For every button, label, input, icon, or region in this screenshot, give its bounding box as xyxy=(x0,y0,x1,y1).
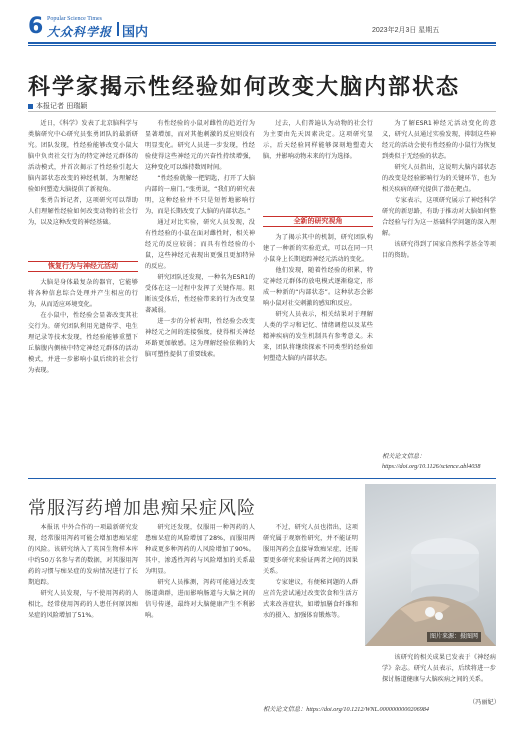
article-1-column-1b xyxy=(28,277,138,472)
article-1-source: 相关论文信息：https://doi.org/10.1126/science.abl4038 xyxy=(382,453,481,470)
article-1-column-2 xyxy=(145,118,255,473)
article-2-column-2 xyxy=(145,522,255,712)
paragraph: 张勇告诉记者，这项研究可以帮助人们理解性经验如何改变动物的社会行为，以及这种改变的神经基础。 xyxy=(28,197,138,226)
paragraph: 不过，研究人员也指出，这项研究属于观察性研究，并不能证明服用泻药会直接导致痴呆症，还需要更多研究来验证两者之间的因果关系。 xyxy=(263,524,358,575)
paragraph: 该研究得到了国家自然科学基金等项目的资助。 xyxy=(382,241,496,259)
issue-date: 2023年2月3日 星期五 xyxy=(372,27,440,34)
article-1-column-1 xyxy=(28,118,138,256)
paragraph: 通过对比实验，研究人员发现，没有性经验的小鼠在面对雌性时，相关神经元的反应较弱；而具有性经验的小鼠，这些神经元表现出更强且更加特异的反应。 xyxy=(145,219,255,270)
page-header xyxy=(0,0,524,44)
article-2-title: 常服泻药增加患痴呆症风险 xyxy=(28,498,256,519)
paragraph: 研究人员表示，相关结果对于理解人类的学习和记忆、情绪调控以及某些精神疾病的发生机制具有参考意义。未来，团队将继续探索不同类型的经验如何塑造大脑的内部状态。 xyxy=(263,311,373,362)
page-number: 6 xyxy=(28,14,44,39)
paragraph: 大脑是身体最复杂的器官，它能够将各种信息综合处理并产生相应的行为，从而适应环境变化。 xyxy=(28,279,138,308)
paragraph: 为了揭示其中的机制，研究团队构建了一种新的实验范式，可以在同一只小鼠身上长期追踪神经元活动的变化。 xyxy=(263,234,373,263)
subhead-2: 全新的研究视角 xyxy=(263,216,373,227)
paragraph: 研究团队还发现，一种名为ESR1的受体在这一过程中发挥了关键作用。阻断该受体后，性经验带来的行为改变显著减弱。 xyxy=(145,274,255,314)
paragraph: 进一步的分析表明，性经验会改变神经元之间的连接强度，使得相关神经环路更加敏感。这为理解经验依赖的大脑可塑性提供了重要线索。 xyxy=(145,318,255,358)
paragraph: “性经验就像一把钥匙，打开了大脑内部的一扇门。”张勇说，“我们的研究表明，这种经验并不只是短暂地影响行为，而是长期改变了大脑的内部状态。” xyxy=(145,175,255,215)
article-2-author: （冯丽妃） xyxy=(469,699,500,706)
byline-bullet-icon xyxy=(28,104,33,109)
paragraph: 为了解ESR1神经元活动变化的意义，研究人员通过实验发现，抑制这些神经元的活动会使有性经验的小鼠行为恢复到类似于无经验的状态。 xyxy=(382,120,496,160)
paragraph: 本报讯 中外合作的一项最新研究发现，经常服用泻药可能会增加患痴呆症的风险。该研究纳入了英国生物样本库中约50万名参与者的数据，对其服用泻药的习惯与痴呆症的发病情况进行了长期追踪。 xyxy=(28,524,138,586)
paragraph: 研究还发现，仅服用一种泻药的人患痴呆症的风险增加了28%，而服用两种或更多种泻药的人风险增加了90%。其中，渗透性泻药与风险增加的关系最为明显。 xyxy=(145,524,255,575)
paragraph: 该研究的相关成果已发表于《神经病学》杂志。研究人员表示，后续将进一步探讨肠道健康与大脑疾病之间的关系。 xyxy=(382,654,496,683)
paragraph: 在小鼠中，性经验会显著改变其社交行为。研究团队利用光遗传学、电生理记录等技术发现，性经验能够重塑下丘脑腹内侧核中特定神经元群体的活动模式，并进一步影响小鼠后续的社会行为表现。 xyxy=(28,312,138,374)
section-title: 国内 xyxy=(122,25,149,40)
paragraph: 研究人员发现，与不使用泻药的人相比，经常使用泻药的人患任何原因痴呆症的风险增加了51%。 xyxy=(28,590,138,619)
article-1-column-3b xyxy=(263,232,373,472)
paragraph: 近日，《科学》发表了北京脑科学与类脑研究中心研究员张勇团队的最新研究。团队发现，性经验能够改变小鼠大脑中负责社交行为的特定神经元群体的活动模式，并首次揭示了性经验引起大脑内部状态改变的神经机制，为理解经验如何塑造大脑提供了新视角。 xyxy=(28,120,138,193)
masthead-logo: 大众科学报 xyxy=(47,25,113,39)
header-rule-thin xyxy=(28,45,496,46)
paragraph: 专家表示，这项研究展示了神经科学研究的新思路，有助于推动对大脑如何整合经验与行为这一基础科学问题的深入理解。 xyxy=(382,197,496,237)
paragraph: 研究人员推测，泻药可能通过改变肠道菌群，进而影响肠道与大脑之间的信号传递，最终对大脑健康产生不利影响。 xyxy=(145,579,255,619)
article-2-column-1 xyxy=(28,522,138,712)
photo-illustration xyxy=(365,484,496,646)
article-2-column-4 xyxy=(382,652,496,696)
paragraph: 专家建议，有便秘问题的人群应首先尝试通过改变饮食和生活方式来改善症状，如增加膳食纤维和水的摄入、加强体育锻炼等。 xyxy=(263,579,358,619)
article-2-source: 相关论文信息：https://doi.org/10.1212/WNL.0000000000206984 xyxy=(263,706,429,713)
article-2-column-3 xyxy=(263,522,358,712)
photo-caption: 图片来源：摄图网 xyxy=(427,632,481,642)
paragraph: 他们发现，随着性经验的积累，特定神经元群体的放电模式逐渐稳定，形成一种新的“内部状态”。这种状态会影响小鼠对社交刺激的感知和反应。 xyxy=(263,267,373,307)
article-1-byline xyxy=(28,101,87,111)
paragraph: 有性经验的小鼠对雌性的趋近行为显著增加，而对其他刺激的反应则没有明显变化。研究人员进一步发现，性经验使得这些神经元的兴奋性持续增强，这种变化可以维持数周时间。 xyxy=(145,120,255,171)
title-rule xyxy=(28,111,496,112)
paragraph: 研究人员指出，这说明大脑内部状态的改变是经验影响行为的关键环节，也为相关疾病的研究提供了潜在靶点。 xyxy=(382,164,496,193)
byline-text: 本报记者 田瑞颖 xyxy=(36,102,88,110)
article-1-column-3 xyxy=(263,118,373,218)
article-1-title: 科学家揭示性经验如何改变大脑内部状态 xyxy=(28,75,461,100)
masthead-english: Popular Science Times xyxy=(47,16,102,22)
article-1-column-4 xyxy=(382,118,496,448)
header-rule xyxy=(28,42,496,44)
paragraph: 过去，人们普遍认为动物的社会行为主要由先天因素决定。这项研究显示，后天经验同样能够深刻地塑造大脑，并影响动物未来的行为选择。 xyxy=(263,120,373,160)
section-marker xyxy=(117,22,119,36)
article-2-photo xyxy=(365,484,496,646)
subhead-1: 恢复行为与神经元活动 xyxy=(28,261,138,272)
article-separator xyxy=(28,478,496,479)
